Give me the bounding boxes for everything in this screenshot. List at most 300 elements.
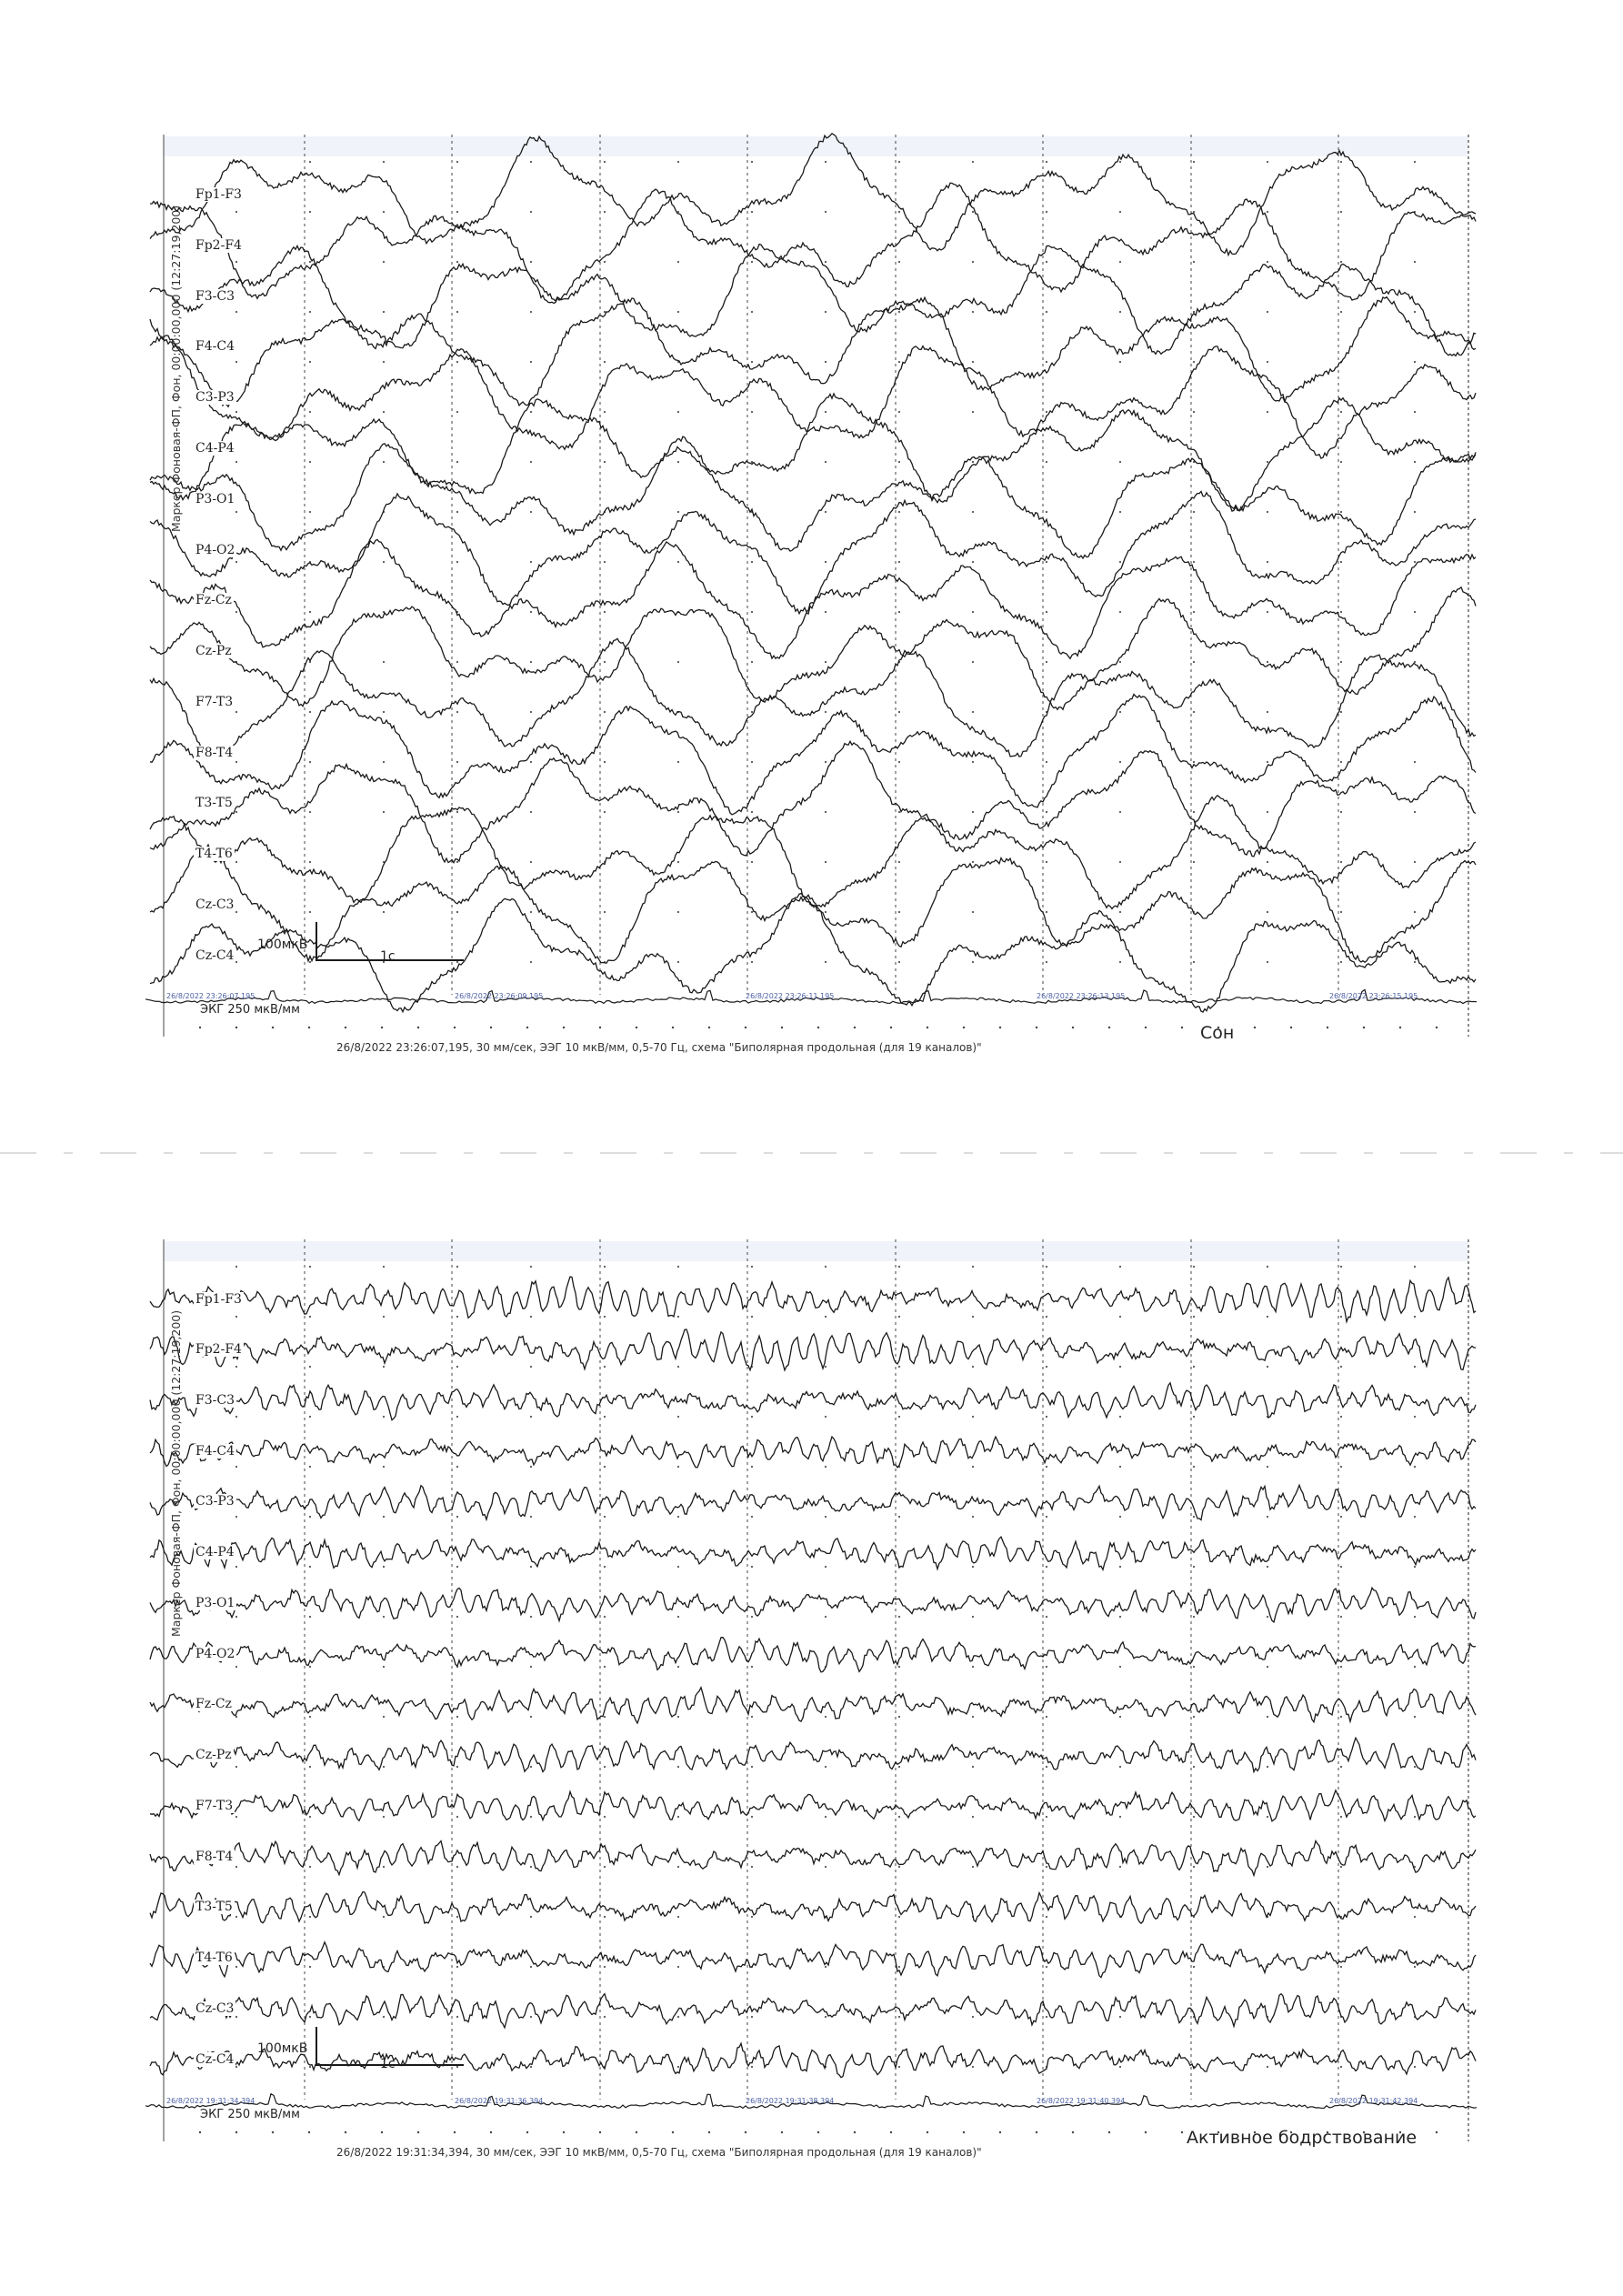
grid-dot	[751, 1466, 753, 1468]
grid-dot	[309, 1766, 311, 1768]
grid-dot	[1340, 1616, 1342, 1618]
grid-dot	[309, 1266, 311, 1268]
channel-label-cz-c3: Cz-C3	[195, 897, 235, 912]
grid-dot	[677, 1966, 679, 1968]
grid-dot	[1119, 2016, 1121, 2018]
channel-label-f4-c4: F4-C4	[195, 1444, 235, 1459]
grid-dot	[1340, 1416, 1342, 1418]
grid-dot	[898, 1866, 900, 1868]
channel-label-f7-t3: F7-T3	[195, 695, 234, 709]
grid-dot	[1414, 1366, 1416, 1368]
grid-dot	[1414, 1416, 1416, 1418]
eeg-channel-trace	[150, 2043, 1476, 2077]
grid-dot	[677, 1866, 679, 1868]
grid-dot	[1193, 1716, 1195, 1718]
eeg-channel-trace	[150, 1738, 1476, 1771]
eeg-channel-trace	[150, 1994, 1476, 2028]
recording-info: 26/8/2022 19:31:34,394, 30 мм/сек, ЭЭГ 10 мкВ/мм, 0,5-70 Гц, схема "Биполярная продольная (для 19 каналов)"	[336, 2146, 982, 2159]
channel-label-f7-t3: F7-T3	[195, 1799, 234, 1813]
grid-dot	[972, 1416, 974, 1418]
grid-dot	[604, 1316, 606, 1318]
grid-dot	[1072, 2131, 1074, 2133]
grid-dot	[530, 1316, 532, 1318]
grid-dot	[1340, 1366, 1342, 1368]
grid-dot	[672, 2131, 674, 2133]
grid-dot	[751, 1666, 753, 1668]
eeg-channel-trace	[150, 1329, 1476, 1370]
grid-dot	[235, 1866, 237, 1868]
grid-dot	[456, 1516, 458, 1518]
channel-label-f3-c3: F3-C3	[195, 1393, 235, 1408]
timestamp: 26/8/2022 23:26:15,195	[1329, 992, 1418, 1000]
grid-dot	[751, 1516, 753, 1518]
grid-dot	[309, 1416, 311, 1418]
grid-dot	[825, 1816, 827, 1818]
grid-dot	[383, 2016, 385, 2018]
grid-dot	[817, 2131, 819, 2133]
grid-dot	[604, 1566, 606, 1568]
grid-dot	[745, 2131, 746, 2133]
channel-label-f8-t4: F8-T4	[195, 1850, 234, 1864]
grid-dot	[1340, 2066, 1342, 2068]
grid-dot	[383, 1716, 385, 1718]
grid-dot	[490, 2131, 492, 2133]
grid-dot	[751, 1266, 753, 1268]
grid-dot	[1046, 1466, 1047, 1468]
grid-dot	[456, 1816, 458, 1818]
grid-dot	[383, 1816, 385, 1818]
grid-dot	[1193, 1966, 1195, 1968]
grid-dot	[751, 1316, 753, 1318]
grid-dot	[825, 1466, 827, 1468]
grid-dot	[604, 1866, 606, 1868]
scale-amplitude-label: 100мкВ	[257, 937, 308, 952]
ekg-scale-label: ЭКГ 250 мкВ/мм	[200, 1003, 300, 1017]
grid-dot	[309, 1966, 311, 1968]
grid-dot	[456, 1916, 458, 1918]
grid-dot	[604, 2016, 606, 2018]
marker-label: Маркер Фоновая-ФП, Фон, 00:00:00,000 (12:27:19,200)	[169, 205, 183, 532]
grid-dot	[1414, 2066, 1416, 2068]
grid-dot	[604, 1416, 606, 1418]
scale-time-label: 1с	[380, 949, 396, 964]
grid-dot	[309, 1716, 311, 1718]
grid-dot	[1267, 1616, 1268, 1618]
grid-dot	[345, 2131, 346, 2133]
grid-dot	[1119, 1516, 1121, 1518]
grid-dot	[456, 1766, 458, 1768]
timestamp: 26/8/2022 23:26:13,195	[1037, 992, 1126, 1000]
grid-dot	[751, 1616, 753, 1618]
grid-dot	[309, 2066, 311, 2068]
grid-dot	[1119, 1566, 1121, 1568]
grid-dot	[456, 2016, 458, 2018]
grid-dot	[1193, 1516, 1195, 1518]
grid-dot	[1267, 1316, 1268, 1318]
grid-dot	[1046, 1366, 1047, 1368]
grid-dot	[972, 2066, 974, 2068]
grid-dot	[383, 1516, 385, 1518]
grid-dot	[604, 1516, 606, 1518]
grid-dot	[972, 1966, 974, 1968]
grid-dot	[309, 1366, 311, 1368]
grid-dot	[751, 2066, 753, 2068]
grid-dot	[1193, 1466, 1195, 1468]
eeg-channel-trace	[150, 1588, 1476, 1622]
grid-dot	[1414, 1466, 1416, 1468]
channel-label-p3-o1: P3-O1	[195, 1596, 235, 1610]
grid-dot	[825, 2016, 827, 2018]
channel-label-p3-o1: P3-O1	[195, 492, 235, 506]
grid-dot	[1119, 1416, 1121, 1418]
header-band	[164, 1241, 1468, 1261]
grid-dot	[526, 2131, 528, 2133]
grid-dot	[927, 2131, 928, 2133]
grid-dot	[309, 1916, 311, 1918]
channel-label-t3-t5: T3-T5	[195, 796, 233, 810]
grid-dot	[751, 1916, 753, 1918]
timestamp: 26/8/2022 23:26:07,195	[166, 992, 255, 1000]
grid-dot	[1046, 2016, 1047, 2018]
grid-dot	[235, 1566, 237, 1568]
eeg-channel-trace	[150, 1537, 1476, 1569]
grid-dot	[604, 1466, 606, 1468]
grid-dot	[751, 1716, 753, 1718]
recording-info: 26/8/2022 23:26:07,195, 30 мм/сек, ЭЭГ 10 мкВ/мм, 0,5-70 Гц, схема "Биполярная продольная (для 19 каналов)"	[336, 1041, 982, 1054]
grid-dot	[1414, 1916, 1416, 1918]
grid-dot	[1267, 1566, 1268, 1568]
grid-dot	[825, 1766, 827, 1768]
grid-dot	[530, 2066, 532, 2068]
grid-dot	[456, 1266, 458, 1268]
grid-dot	[677, 1516, 679, 1518]
grid-dot	[677, 1716, 679, 1718]
grid-dot	[825, 1516, 827, 1518]
grid-dot	[972, 1866, 974, 1868]
grid-dot	[456, 2066, 458, 2068]
timestamp: 26/8/2022 19:31:42,394	[1329, 2097, 1418, 2105]
ekg-scale-label: ЭКГ 250 мкВ/мм	[200, 2108, 300, 2121]
grid-dot	[530, 1716, 532, 1718]
grid-dot	[898, 1666, 900, 1668]
grid-dot	[972, 1566, 974, 1568]
grid-dot	[1046, 1316, 1047, 1318]
grid-dot	[309, 1316, 311, 1318]
grid-dot	[1193, 1866, 1195, 1868]
marker-label: Маркер Фоновая-ФП, Фон, 00:00:00,000 (12:27:19,200)	[169, 1309, 183, 1637]
timestamp: 26/8/2022 19:31:40,394	[1037, 2097, 1126, 2105]
grid-dot	[530, 1916, 532, 1918]
grid-dot	[604, 1766, 606, 1768]
grid-dot	[604, 1816, 606, 1818]
grid-dot	[309, 1616, 311, 1618]
grid-dot	[383, 1916, 385, 1918]
grid-dot	[309, 1816, 311, 1818]
grid-dot	[235, 1416, 237, 1418]
grid-dot	[677, 1416, 679, 1418]
grid-dot	[898, 1316, 900, 1318]
grid-dot	[1414, 1266, 1416, 1268]
grid-dot	[456, 1716, 458, 1718]
eeg-channel-trace	[150, 1383, 1476, 1420]
grid-dot	[530, 1466, 532, 1468]
grid-dot	[1046, 1766, 1047, 1768]
grid-dot	[1340, 1566, 1342, 1568]
grid-dot	[677, 1666, 679, 1668]
grid-dot	[456, 1966, 458, 1968]
grid-dot	[1414, 1816, 1416, 1818]
grid-dot	[1193, 1766, 1195, 1768]
grid-dot	[1046, 1716, 1047, 1718]
grid-dot	[1340, 1716, 1342, 1718]
grid-dot	[235, 1616, 237, 1618]
grid-dot	[235, 1266, 237, 1268]
grid-dot	[308, 2131, 310, 2133]
grid-dot	[530, 1766, 532, 1768]
grid-dot	[1267, 1516, 1268, 1518]
grid-dot	[1414, 1516, 1416, 1518]
grid-dot	[1414, 1766, 1416, 1768]
grid-dot	[677, 1916, 679, 1918]
grid-dot	[898, 2066, 900, 2068]
grid-dot	[604, 1916, 606, 1918]
grid-dot	[1046, 1516, 1047, 1518]
grid-dot	[604, 1716, 606, 1718]
grid-dot	[1267, 2066, 1268, 2068]
grid-dot	[235, 1916, 237, 1918]
timestamp: 26/8/2022 23:26:09,195	[455, 992, 544, 1000]
grid-dot	[1193, 1566, 1195, 1568]
grid-dot	[898, 1966, 900, 1968]
grid-dot	[309, 1466, 311, 1468]
grid-dot	[1340, 1866, 1342, 1868]
channel-label-t4-t6: T4-T6	[195, 847, 233, 861]
grid-dot	[751, 1816, 753, 1818]
grid-dot	[825, 1316, 827, 1318]
grid-dot	[456, 1316, 458, 1318]
grid-dot	[854, 2131, 856, 2133]
grid-dot	[972, 1466, 974, 1468]
grid-dot	[1340, 1766, 1342, 1768]
grid-dot	[1414, 1666, 1416, 1668]
grid-dot	[677, 1816, 679, 1818]
grid-dot	[972, 1316, 974, 1318]
grid-dot	[825, 1566, 827, 1568]
grid-dot	[1267, 1266, 1268, 1268]
grid-dot	[751, 2016, 753, 2018]
grid-dot	[235, 1466, 237, 1468]
grid-dot	[1267, 1716, 1268, 1718]
grid-dot	[898, 1916, 900, 1918]
grid-dot	[199, 2131, 201, 2133]
grid-dot	[383, 1616, 385, 1618]
grid-dot	[972, 1616, 974, 1618]
grid-dot	[972, 1366, 974, 1368]
grid-dot	[1119, 1366, 1121, 1368]
channel-label-f4-c4: F4-C4	[195, 339, 235, 354]
channel-label-fp2-f4: Fp2-F4	[195, 1342, 242, 1357]
grid-dot	[1340, 1516, 1342, 1518]
grid-dot	[677, 2066, 679, 2068]
grid-dot	[1119, 1816, 1121, 1818]
grid-dot	[1414, 1566, 1416, 1568]
grid-dot	[1046, 1666, 1047, 1668]
grid-dot	[530, 1866, 532, 1868]
grid-dot	[751, 1566, 753, 1568]
grid-dot	[383, 1666, 385, 1668]
grid-dot	[898, 1816, 900, 1818]
grid-dot	[235, 1816, 237, 1818]
grid-dot	[1119, 1266, 1121, 1268]
grid-dot	[530, 2016, 532, 2018]
grid-dot	[825, 1716, 827, 1718]
eeg-channel-trace	[150, 1942, 1476, 1978]
channel-label-c3-p3: C3-P3	[195, 1494, 235, 1509]
grid-dot	[781, 2131, 783, 2133]
grid-dot	[1193, 1366, 1195, 1368]
grid-dot	[1193, 1316, 1195, 1318]
grid-dot	[456, 1366, 458, 1368]
grid-dot	[1119, 1716, 1121, 1718]
channel-label-cz-pz: Cz-Pz	[195, 1748, 232, 1762]
grid-dot	[898, 2016, 900, 2018]
grid-dot	[530, 1616, 532, 1618]
channel-label-fp1-f3: Fp1-F3	[195, 1292, 242, 1307]
grid-dot	[456, 1566, 458, 1568]
grid-dot	[1119, 2066, 1121, 2068]
channel-label-p4-o2: P4-O2	[195, 1647, 235, 1661]
channel-label-f3-c3: F3-C3	[195, 289, 235, 304]
grid-dot	[383, 1416, 385, 1418]
grid-dot	[309, 1866, 311, 1868]
grid-dot	[604, 1666, 606, 1668]
grid-dot	[604, 1966, 606, 1968]
grid-dot	[1267, 1366, 1268, 1368]
channel-label-c3-p3: C3-P3	[195, 390, 235, 405]
grid-dot	[454, 2131, 456, 2133]
grid-dot	[383, 1316, 385, 1318]
grid-dot	[1046, 1916, 1047, 1918]
grid-dot	[825, 1416, 827, 1418]
grid-dot	[383, 1766, 385, 1768]
grid-dot	[1119, 1316, 1121, 1318]
grid-dot	[636, 2131, 637, 2133]
channel-label-t3-t5: T3-T5	[195, 1900, 233, 1914]
grid-dot	[1119, 1866, 1121, 1868]
grid-dot	[825, 1966, 827, 1968]
grid-dot	[417, 2131, 419, 2133]
grid-dot	[1046, 1416, 1047, 1418]
grid-dot	[530, 1416, 532, 1418]
grid-dot	[530, 1516, 532, 1518]
grid-dot	[604, 1616, 606, 1618]
grid-dot	[1181, 2131, 1183, 2133]
channel-label-c4-p4: C4-P4	[195, 441, 235, 456]
grid-dot	[1046, 1866, 1047, 1868]
grid-dot	[1193, 1816, 1195, 1818]
grid-dot	[309, 1666, 311, 1668]
grid-dot	[1414, 1616, 1416, 1618]
grid-dot	[708, 2131, 710, 2133]
grid-dot	[677, 1316, 679, 1318]
grid-dot	[456, 1416, 458, 1418]
grid-dot	[235, 1666, 237, 1668]
grid-dot	[383, 1466, 385, 1468]
eeg-channel-trace	[150, 1892, 1476, 1924]
grid-dot	[599, 2131, 601, 2133]
grid-dot	[1267, 1666, 1268, 1668]
grid-dot	[1046, 1966, 1047, 1968]
grid-dot	[1340, 1316, 1342, 1318]
grid-dot	[972, 1666, 974, 1668]
grid-dot	[999, 2131, 1001, 2133]
grid-dot	[1193, 1266, 1195, 1268]
grid-dot	[1414, 1716, 1416, 1718]
scale-amplitude-label: 100мкВ	[257, 2041, 308, 2056]
grid-dot	[530, 1566, 532, 1568]
grid-dot	[1119, 1466, 1121, 1468]
grid-dot	[309, 1566, 311, 1568]
channel-label-c4-p4: C4-P4	[195, 1545, 235, 1559]
grid-dot	[604, 1266, 606, 1268]
scale-time-label: 1с	[380, 2057, 396, 2071]
grid-dot	[751, 1766, 753, 1768]
timestamp: 26/8/2022 19:31:36,394	[455, 2097, 544, 2105]
grid-dot	[898, 1416, 900, 1418]
channel-label-cz-c3: Cz-C3	[195, 2001, 235, 2016]
grid-dot	[1340, 1466, 1342, 1468]
grid-dot	[1046, 1266, 1047, 1268]
channel-label-fp2-f4: Fp2-F4	[195, 238, 242, 253]
grid-dot	[1414, 1316, 1416, 1318]
grid-dot	[1193, 1616, 1195, 1618]
grid-dot	[825, 1866, 827, 1868]
grid-dot	[825, 1616, 827, 1618]
grid-dot	[1340, 1966, 1342, 1968]
grid-dot	[1267, 1816, 1268, 1818]
channel-label-fz-cz: Fz-Cz	[195, 593, 232, 607]
grid-dot	[677, 1366, 679, 1368]
grid-dot	[604, 1366, 606, 1368]
grid-dot	[309, 1516, 311, 1518]
grid-dot	[1119, 1616, 1121, 1618]
grid-dot	[1340, 1816, 1342, 1818]
grid-dot	[972, 1516, 974, 1518]
grid-dot	[1340, 1266, 1342, 1268]
timestamp: 26/8/2022 19:31:34,394	[166, 2097, 255, 2105]
grid-dot	[309, 2016, 311, 2018]
grid-dot	[383, 1366, 385, 1368]
grid-dot	[530, 1816, 532, 1818]
grid-dot	[898, 1266, 900, 1268]
grid-dot	[898, 1716, 900, 1718]
grid-dot	[383, 1866, 385, 1868]
grid-dot	[1036, 2131, 1037, 2133]
eeg-channel-trace	[150, 1841, 1476, 1876]
grid-dot	[1046, 1566, 1047, 1568]
grid-dot	[677, 1766, 679, 1768]
grid-dot	[1267, 1766, 1268, 1768]
eeg-channel-trace	[150, 1485, 1476, 1519]
grid-dot	[456, 1616, 458, 1618]
grid-dot	[235, 1316, 237, 1318]
grid-dot	[972, 1816, 974, 1818]
timestamp: 26/8/2022 23:26:11,195	[746, 992, 835, 1000]
grid-dot	[751, 1416, 753, 1418]
grid-dot	[1267, 1466, 1268, 1468]
timestamp: 26/8/2022 19:31:38,394	[746, 2097, 835, 2105]
grid-dot	[383, 1266, 385, 1268]
